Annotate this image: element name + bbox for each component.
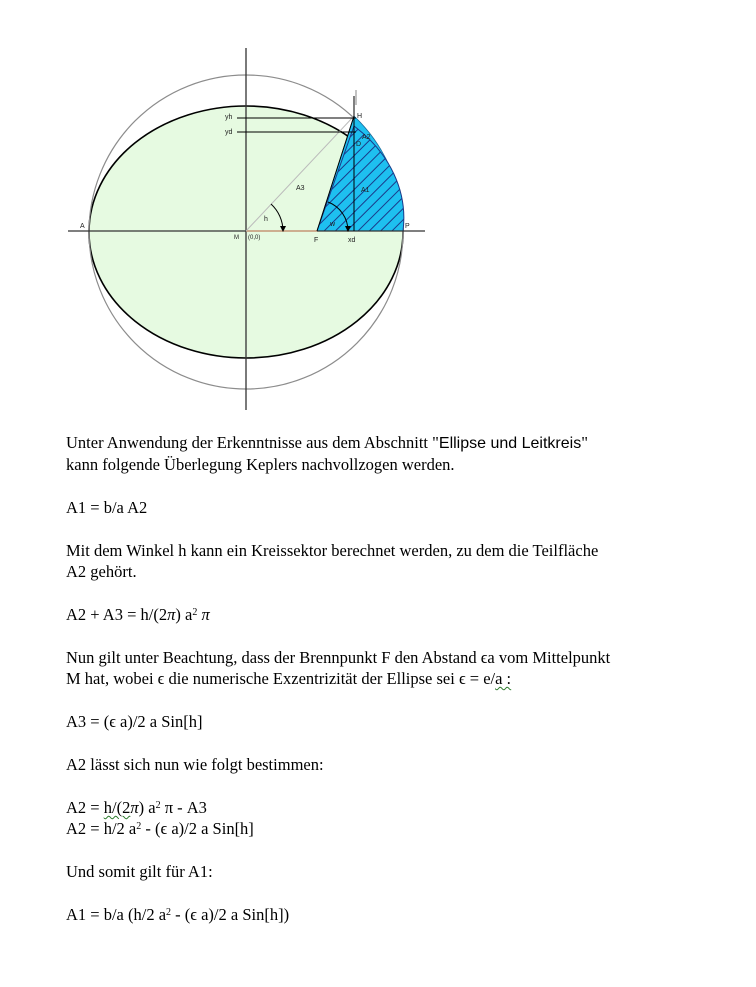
label-P: P xyxy=(405,223,410,230)
eq3-part: A3 = ( xyxy=(66,712,110,731)
para3-part: = e/ xyxy=(465,669,496,688)
eq4-part: ) a xyxy=(138,798,156,817)
equation-a1: A1 = b/a A2 xyxy=(66,498,148,517)
eq3-part: a)/2 a Sin[h] xyxy=(115,712,203,731)
pi-symbol: π xyxy=(130,798,139,817)
pi-symbol: π xyxy=(167,605,176,624)
epsilon-symbol: ϵ xyxy=(160,819,168,838)
paragraph-a2-intro: A2 lässt sich nun wie folgt bestimmen: xyxy=(66,755,324,774)
paragraph-sector-2: A2 gehört. xyxy=(66,562,137,581)
paragraph-sector-1: Mit dem Winkel h kann ein Kreissektor berechnet werden, zu dem die Teilfläche xyxy=(66,541,599,560)
equation-a2-2 xyxy=(66,818,726,839)
label-h: h xyxy=(264,216,268,223)
label-origin: (0,0) xyxy=(248,235,261,241)
equation-a2-1 xyxy=(66,797,726,818)
epsilon-symbol: ϵ xyxy=(480,648,488,667)
intro-line-1 xyxy=(66,432,726,454)
eq4-part: π - A3 xyxy=(160,798,207,817)
label-xd: xd xyxy=(348,237,356,244)
epsilon-symbol: ϵ xyxy=(190,905,197,924)
label-A1: A1 xyxy=(361,187,370,194)
paragraph-focus-2 xyxy=(66,668,726,689)
intro-line-2: kann folgende Überlegung Keplers nachvollzogen werden. xyxy=(66,455,455,474)
equation-a2-plus-a3 xyxy=(66,604,726,625)
eq5-part: A2 = h/2 a xyxy=(66,819,137,838)
eq6-part: - ( xyxy=(171,905,191,924)
label-A2: A2 xyxy=(362,134,371,141)
equation-a3 xyxy=(66,711,726,732)
exponent: 2 xyxy=(136,821,142,832)
epsilon-symbol: ϵ xyxy=(109,712,116,731)
label-F: F xyxy=(314,237,319,244)
para3-part: a : xyxy=(495,669,512,688)
eq6-part: A1 = b/a (h/2 a xyxy=(66,905,167,924)
kepler-ellipse-diagram xyxy=(0,0,756,425)
label-w: w xyxy=(330,221,336,228)
eq5-part: - ( xyxy=(141,819,161,838)
document-body xyxy=(66,432,726,925)
section-reference: Ellipse und Leitkreis xyxy=(438,435,582,452)
paragraph-a1-intro: Und somit gilt für A1: xyxy=(66,862,213,881)
label-H: H xyxy=(357,113,363,120)
eq4-part: h/(2 xyxy=(103,798,131,817)
eq2-part: A2 + A3 = h/(2 xyxy=(66,605,168,624)
eq2-part: ) a xyxy=(175,605,193,624)
para3-part: die numerische Exzentrizität der Ellipse sei xyxy=(164,669,459,688)
label-A: A xyxy=(80,223,85,230)
label-A3: A3 xyxy=(296,185,305,192)
intro-text: Unter Anwendung der Erkenntnisse aus dem Abschnitt " xyxy=(66,433,439,452)
epsilon-symbol: ϵ xyxy=(157,669,165,688)
eq5-part: a)/2 a Sin[h] xyxy=(167,819,254,838)
eq4-part: A2 = xyxy=(66,798,104,817)
pi-symbol: π xyxy=(197,605,210,624)
eq6-part: a)/2 a Sin[h]) xyxy=(196,905,290,924)
exponent: 2 xyxy=(166,907,172,918)
label-yd: yd xyxy=(225,129,233,136)
para3-part: Nun gilt unter Beachtung, dass der Brennpunkt F den Abstand xyxy=(66,648,481,667)
label-yh: yh xyxy=(225,114,233,121)
para3-part: a vom Mittelpunkt xyxy=(487,648,611,667)
label-M: M xyxy=(234,235,239,241)
label-D: D xyxy=(356,141,362,148)
epsilon-symbol: ϵ xyxy=(458,669,466,688)
equation-a1-final xyxy=(66,904,726,925)
para3-part: M hat, wobei xyxy=(66,669,158,688)
exponent: 2 xyxy=(192,607,198,618)
exponent: 2 xyxy=(155,800,161,811)
intro-quote: " xyxy=(581,433,588,452)
paragraph-focus-1 xyxy=(66,647,726,668)
